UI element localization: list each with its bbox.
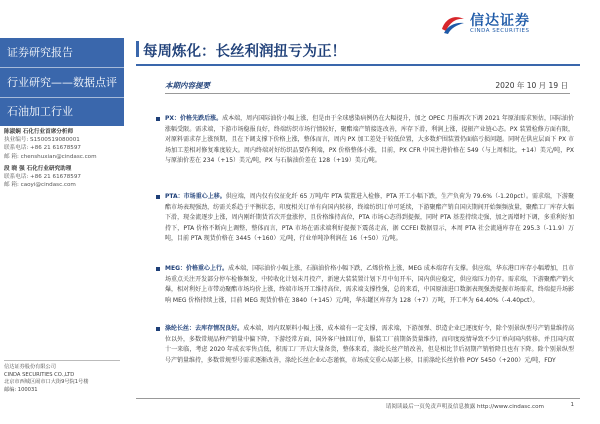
- sidebar-item-category: 行业研究——数据点评: [7, 76, 117, 89]
- footer-divider: [136, 398, 580, 399]
- sidebar-item-report-type: 证券研究报告: [7, 46, 73, 59]
- report-date: 2020 年 10 月 19 日: [495, 81, 568, 90]
- bullet-px: [165, 114, 574, 167]
- logo: [440, 10, 580, 38]
- company-postcode: 邮编: 100031: [4, 386, 38, 393]
- analyst-1-phone: 联系电话: +86 21 61678597: [4, 145, 81, 152]
- bullet-marker-icon: [156, 327, 160, 331]
- bullet-filament: [165, 324, 574, 366]
- logo-cn-text: 信达证券: [470, 12, 530, 29]
- analyst-1-cert: 执业编号: S1500519080001: [4, 137, 80, 144]
- bullet-lead: MEG：价格重心上行。: [165, 265, 229, 272]
- analyst-2-phone: 联系电话: +86 21 61678597: [4, 174, 81, 181]
- bullet-marker-icon: [156, 267, 160, 271]
- bullet-lead: 涤纶长丝：去库存情况良好。: [165, 325, 244, 332]
- sidebar-item-industry: 石油加工行业: [7, 105, 73, 118]
- company-divider: [4, 360, 120, 361]
- company-address: 北京市西城区闹市口大街9号院1号楼: [4, 379, 89, 386]
- summary-divider: [165, 93, 570, 94]
- analyst-1-name: 陈淑娴 石化行业首席分析师: [4, 129, 74, 135]
- title-accent-bar: [136, 41, 139, 57]
- sidebar: [0, 0, 124, 424]
- analyst-1-email: 邮 箱: chenshuxian@cindasc.com: [4, 153, 97, 160]
- bullet-marker-icon: [156, 117, 160, 121]
- summary-heading: 本期内容提要: [165, 81, 210, 90]
- footer-disclaimer: 请阅读最后一页免责声明及信息披露 http://www.cindasc.com: [385, 404, 544, 410]
- bullet-text: 成本端，周内双原料小幅上涨，成本端有一定支撑，需求端，下游加弹、织造企业已逐度好令，除个别景纵型号产销量维持高位以外，多数常规品种产销量中偏下降，下游经常方面，国外客户抽回订单，服装工厂前期备货量维持，而印度疫情导致不少订单向国内转移。并且国内双十一来临，考虑 2020 年成衣零售点低，积需工厂开启大量备货，整体来看，涤纶长丝产销改善，但是相比节后初期产销暂降且也有下降。除个别景纵型号产销量维持，多数常规型号需求逐渐改善，涤纶长丝企业心态谨慎，市场成交重心局部上移，目前涤纶长丝价格 POY 5450（+200）元/吨，FDY: [165, 325, 574, 364]
- analyst-info: [4, 128, 122, 189]
- bullet-pta: [165, 192, 574, 245]
- cinda-logo-icon: [440, 13, 466, 35]
- logo-en-text: CINDA SECURITIES: [470, 27, 530, 34]
- bullet-lead: PX：价格先跌后涨。: [165, 115, 223, 122]
- analyst-2-name: 段 晓 强 石化行业研究助理: [4, 165, 72, 172]
- bullet-text: 成本端，国际油价小幅上涨，石脑油价格小幅下跌，乙烯价格上涨，MEG 成本端存有支撑。供应端，华东港口库存小幅增加，且市场重点关注开发部分停车检修频发，中转收化计划未月投产，新建大装装置计划下月中旬开车，国内供应稳定，供应端压力仍存。需求端，下游聚酯产销火爆，相对利好上市带动聚酯市场均价上涨，终端市场开工维持高位，需求端支撑性强，总的来看，中国原油进口数据表现强劲提振市场需求，终端提升场影响 MEG 价格持续上涨，目前 MEG 现货价格在 3840（+145）元/吨，华东罐区库存为 128（+7）万吨，开工率为 64.40%（-4.40pct）。: [165, 265, 574, 304]
- bullet-meg: [165, 264, 574, 306]
- page-title: 每周炼化：长丝利润扭亏为正！: [143, 44, 346, 60]
- page-number: 1: [570, 402, 574, 408]
- company-info: [4, 364, 124, 394]
- bullet-lead: PTA：市场重心上移。: [165, 193, 226, 200]
- company-name-cn: 信达证券股份有限公司: [4, 364, 56, 370]
- header-divider: [136, 64, 580, 66]
- bullet-marker-icon: [156, 195, 160, 199]
- bullet-text: 供应端，周内仅有仪征化纤 65 万吨/年 PTA 装置进入检修，PTA 开工小幅下跌，生产负荷为 79.6%（-1.20pct）。需求端，下游聚酯市场表现强劲，纺需关系趋于平衡状态，印度相关订单有向国内转移，终端纺织订单可延续，下游聚酯产销自国庆期间开始频频放量，聚酯工厂库存大幅下滑，现金流逐步上涨，周内刚纤期货首次开盘涨停，且价格维持高位，PTA 市场心态得到提振，同时 PTA 基差持续走强，加之需增时下调，多重利好加持下，PTA 价格不断向上调整，整体而言，PTA 市场在需求端利好提振下震荡走高，据 CCFEI 数据显示，本周 PTA 社会流通库存在 295.3（-11.9）万吨，目前 PTA 现货价格在 3445（+160）元/吨，行业单吨净利润在 16（+50）元/吨。: [165, 193, 574, 243]
- bullet-text: 成本端，周内国际油价小幅上涨，但是由于全球感染病例仍在大幅提升，加之 OPEC 月报再次下调 2021 年原油需求预估，国际油价涨幅受限。需求端，下游市场稳报良好，终端纺织市场行情较好，聚酯端产销接连改善，库存下滑，利润上涨，提振产业链心态。PX 装置检修方面有限，对原料需求存上涨预期，且在下调支撑下价格上涨，整体而言，周内 PX 加工差处于较低位置，大多数炉围装置仍面临亏损问题。同时在供应层面下 PX 市场加工差相对修复难度较大。周内终端对好纺织品要作利端，PX 价格整体小涨，目前，PX CFR 中国主港价格在 549（与上周相比，+14）美元/吨，PX 与原油价差在 234（+15）美元/吨，PX 与石脑油价差在 128（+19）美元/吨。: [165, 115, 574, 165]
- company-name-en: CINDA SECURITIES CO.,LTD: [4, 371, 75, 378]
- analyst-2-email: 邮 箱: caoyi@cindasc.com: [4, 182, 76, 189]
